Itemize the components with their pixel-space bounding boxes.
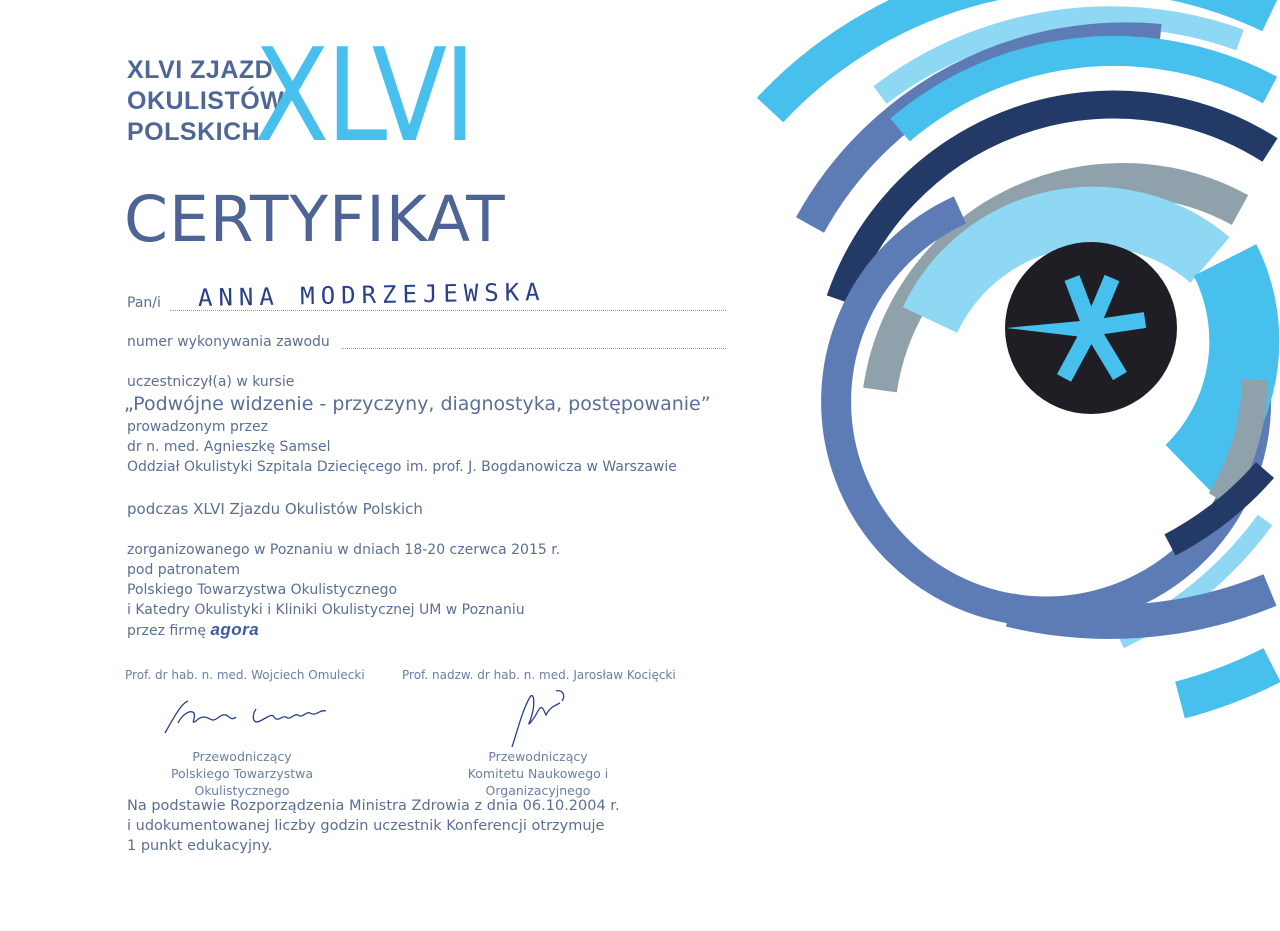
- footer-line1: Na podstawie Rozporządzenia Ministra Zdrowia z dnia 06.10.2004 r.: [127, 798, 620, 814]
- congress-name-line3: POLSKICH: [127, 118, 261, 146]
- congress-company: [127, 620, 259, 641]
- signature-1-image: [160, 695, 340, 740]
- congress-society: Polskiego Towarzystwa Okulistycznego: [127, 582, 398, 598]
- by-company-label: przez firmę: [127, 623, 206, 639]
- footer: [127, 796, 620, 856]
- congress-chair: i Katedry Okulistyki i Kliniki Okulistycznej UM w Poznaniu: [127, 602, 525, 618]
- congress-patronage: pod patronatem: [127, 562, 240, 578]
- course-department: Oddział Okulistyki Szpitala Dziecięcego im. prof. J. Bogdanowicza w Warszawie: [127, 459, 677, 475]
- signatory-2-role: [418, 748, 658, 799]
- signatory-1-role: [126, 748, 358, 799]
- license-label: numer wykonywania zawodu: [127, 334, 330, 350]
- course-led-by: prowadzonym przez: [127, 419, 268, 435]
- footer-line3: 1 punkt edukacyjny.: [127, 838, 273, 854]
- congress-name-line1: XLVI ZJAZD: [127, 56, 274, 84]
- certificate-title: CERTYFIKAT: [124, 183, 506, 256]
- asterisk-eye-icon: [1005, 242, 1177, 414]
- footer-line2: i udokumentowanej liczby godzin uczestnik Konferencji otrzymuje: [127, 818, 605, 834]
- signatory-2-role-line2: Komitetu Naukowego i Organizacyjnego: [467, 766, 609, 798]
- signatory-1-name: Prof. dr hab. n. med. Wojciech Omulecki: [125, 668, 365, 682]
- signature-2-image: [500, 685, 580, 750]
- signatory-1-role-line2: Polskiego Towarzystwa Okulistycznego: [170, 766, 314, 798]
- signatory-2-name: Prof. nadzw. dr hab. n. med. Jarosław Kocięcki: [402, 668, 676, 682]
- recipient-name: ANNA MODRZEJEWSKA: [197, 277, 546, 313]
- signatory-2-role-line1: Przewodniczący: [488, 749, 588, 764]
- congress-organized: zorganizowanego w Poznaniu w dniach 18-20 czerwca 2015 r.: [127, 542, 561, 558]
- course-intro: uczestniczył(a) w kursie: [127, 374, 295, 390]
- congress-during: podczas XLVI Zjazdu Okulistów Polskich: [127, 500, 423, 518]
- course-title: „Podwójne widzenie - przyczyny, diagnostyka, postępowanie”: [124, 393, 711, 415]
- agora-logo: agora: [210, 620, 260, 639]
- congress-roman-numeral: XLVI: [254, 22, 473, 171]
- signatory-1-role-line1: Przewodniczący: [192, 749, 292, 764]
- recipient-label: Pan/i: [127, 295, 161, 311]
- course-lecturer: dr n. med. Agnieszkę Samsel: [127, 439, 331, 455]
- license-line: [341, 348, 726, 349]
- congress-name-line2: OKULISTÓW: [127, 87, 285, 115]
